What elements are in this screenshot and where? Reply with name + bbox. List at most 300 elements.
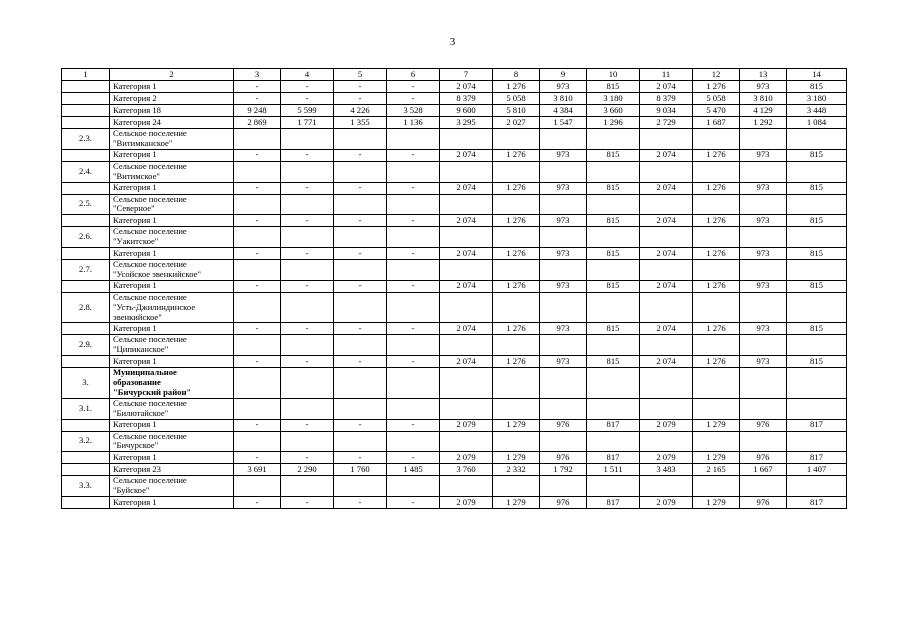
row-number (62, 117, 110, 129)
value-cell: 3 180 (587, 93, 640, 105)
value-cell: - (281, 323, 334, 335)
table-row (62, 335, 847, 356)
row-name: Категория 1 (110, 81, 234, 93)
row-name: Категория 23 (110, 464, 234, 476)
value-cell: 973 (740, 280, 787, 292)
value-cell: 815 (787, 182, 847, 194)
value-cell: 1 407 (787, 464, 847, 476)
value-cell (387, 129, 440, 150)
column-number: 2 (110, 69, 234, 81)
value-cell: 9 600 (440, 105, 493, 117)
value-cell (234, 368, 281, 399)
value-cell (334, 398, 387, 419)
value-cell (740, 476, 787, 497)
value-cell (587, 292, 640, 323)
value-cell: - (281, 356, 334, 368)
value-cell (387, 227, 440, 248)
value-cell: 815 (787, 149, 847, 161)
value-cell: 2 079 (440, 419, 493, 431)
value-cell (787, 292, 847, 323)
value-cell: 2 074 (640, 149, 693, 161)
column-number: 7 (440, 69, 493, 81)
value-cell (493, 194, 540, 215)
row-number: 2.3. (62, 129, 110, 150)
value-cell (493, 260, 540, 281)
value-cell (281, 129, 334, 150)
value-cell (440, 431, 493, 452)
row-number: 3. (62, 368, 110, 399)
row-number (62, 215, 110, 227)
row-name: Сельское поселение "Северное" (110, 194, 234, 215)
value-cell (693, 227, 740, 248)
row-number: 2.9. (62, 335, 110, 356)
value-cell (234, 398, 281, 419)
value-cell: - (234, 248, 281, 260)
value-cell: - (334, 452, 387, 464)
value-cell: 1 276 (693, 323, 740, 335)
row-name: Сельское поселение "Усойское эвенкийское" (110, 260, 234, 281)
value-cell: 3 760 (440, 464, 493, 476)
value-cell: - (334, 81, 387, 93)
value-cell (281, 368, 334, 399)
value-cell: 815 (787, 356, 847, 368)
value-cell (540, 161, 587, 182)
value-cell (234, 161, 281, 182)
value-cell: 1 276 (693, 215, 740, 227)
row-name: Сельское поселение "Билютайское" (110, 398, 234, 419)
value-cell: 1 276 (493, 149, 540, 161)
value-cell: 5 058 (693, 93, 740, 105)
value-cell (640, 368, 693, 399)
value-cell: 3 810 (540, 93, 587, 105)
table-row (62, 476, 847, 497)
column-number: 5 (334, 69, 387, 81)
value-cell: 5 599 (281, 105, 334, 117)
value-cell: 815 (587, 149, 640, 161)
value-cell: - (334, 419, 387, 431)
column-number: 11 (640, 69, 693, 81)
value-cell: - (234, 81, 281, 93)
value-cell: - (281, 419, 334, 431)
value-cell: 2 074 (440, 149, 493, 161)
value-cell: 1 792 (540, 464, 587, 476)
value-cell: 9 248 (234, 105, 281, 117)
row-name: Сельское поселение "Бичурское" (110, 431, 234, 452)
row-name: Категория 1 (110, 323, 234, 335)
value-cell (281, 431, 334, 452)
value-cell (740, 194, 787, 215)
value-cell (540, 431, 587, 452)
value-cell: 2 079 (640, 419, 693, 431)
value-cell: - (234, 497, 281, 509)
value-cell: - (334, 215, 387, 227)
value-cell: 3 528 (387, 105, 440, 117)
column-number: 14 (787, 69, 847, 81)
value-cell (540, 260, 587, 281)
value-cell: - (334, 93, 387, 105)
value-cell (493, 161, 540, 182)
column-number: 9 (540, 69, 587, 81)
value-cell: 1 276 (693, 248, 740, 260)
table-row (62, 161, 847, 182)
row-name: Сельское поселение "Витимканское" (110, 129, 234, 150)
value-cell (787, 227, 847, 248)
value-cell (693, 368, 740, 399)
value-cell (387, 335, 440, 356)
row-number (62, 149, 110, 161)
value-cell: 976 (740, 419, 787, 431)
value-cell (740, 292, 787, 323)
row-number (62, 497, 110, 509)
value-cell (440, 398, 493, 419)
value-cell: 2 074 (640, 323, 693, 335)
value-cell (787, 431, 847, 452)
value-cell: - (234, 182, 281, 194)
value-cell: 815 (787, 280, 847, 292)
value-cell: 2 074 (440, 215, 493, 227)
row-name: Категория 1 (110, 356, 234, 368)
value-cell (440, 227, 493, 248)
table-row (62, 431, 847, 452)
value-cell: 5 058 (493, 93, 540, 105)
value-cell: 973 (740, 182, 787, 194)
value-cell: - (334, 248, 387, 260)
value-cell: 817 (587, 497, 640, 509)
table-row (62, 497, 847, 509)
value-cell: 1 292 (740, 117, 787, 129)
value-cell: 815 (787, 248, 847, 260)
value-cell (787, 476, 847, 497)
value-cell (281, 335, 334, 356)
value-cell: 973 (540, 149, 587, 161)
value-cell (740, 260, 787, 281)
value-cell (281, 292, 334, 323)
value-cell (787, 368, 847, 399)
value-cell: 976 (740, 497, 787, 509)
value-cell (787, 335, 847, 356)
table-row (62, 368, 847, 399)
column-number: 8 (493, 69, 540, 81)
value-cell: 1 760 (334, 464, 387, 476)
value-cell (493, 227, 540, 248)
value-cell (334, 161, 387, 182)
column-number: 4 (281, 69, 334, 81)
row-number (62, 452, 110, 464)
table-row (62, 292, 847, 323)
value-cell: 2 079 (640, 452, 693, 464)
value-cell: 1 276 (493, 248, 540, 260)
value-cell: 2 074 (640, 280, 693, 292)
value-cell: - (387, 93, 440, 105)
value-cell (787, 260, 847, 281)
value-cell (587, 129, 640, 150)
value-cell (693, 292, 740, 323)
value-cell (493, 335, 540, 356)
value-cell: 815 (587, 356, 640, 368)
value-cell (587, 194, 640, 215)
value-cell: - (387, 452, 440, 464)
row-number: 2.6. (62, 227, 110, 248)
column-number: 1 (62, 69, 110, 81)
value-cell: 1 276 (693, 356, 740, 368)
value-cell (440, 161, 493, 182)
value-cell: 2 074 (440, 280, 493, 292)
value-cell: 815 (587, 81, 640, 93)
row-number (62, 81, 110, 93)
value-cell (740, 431, 787, 452)
value-cell (440, 335, 493, 356)
value-cell (334, 335, 387, 356)
value-cell: 815 (587, 280, 640, 292)
value-cell (440, 194, 493, 215)
value-cell: 815 (587, 215, 640, 227)
value-cell (640, 161, 693, 182)
value-cell: 2 074 (440, 323, 493, 335)
value-cell: 973 (540, 248, 587, 260)
value-cell (740, 335, 787, 356)
value-cell (387, 368, 440, 399)
column-number: 3 (234, 69, 281, 81)
value-cell: 973 (740, 323, 787, 335)
row-number: 2.4. (62, 161, 110, 182)
value-cell: 2 074 (440, 356, 493, 368)
value-cell: 8 379 (640, 93, 693, 105)
value-cell: - (234, 280, 281, 292)
value-cell (493, 476, 540, 497)
value-cell: 2 074 (640, 356, 693, 368)
row-number: 2.7. (62, 260, 110, 281)
value-cell: - (281, 452, 334, 464)
value-cell: 973 (540, 356, 587, 368)
value-cell (281, 161, 334, 182)
value-cell: - (334, 280, 387, 292)
value-cell (693, 398, 740, 419)
value-cell (787, 161, 847, 182)
value-cell (387, 292, 440, 323)
value-cell (493, 368, 540, 399)
row-name: Категория 24 (110, 117, 234, 129)
value-cell (334, 260, 387, 281)
row-number (62, 93, 110, 105)
value-cell: 5 470 (693, 105, 740, 117)
value-cell: - (334, 149, 387, 161)
value-cell: 815 (787, 215, 847, 227)
row-number: 2.8. (62, 292, 110, 323)
value-cell: 815 (587, 248, 640, 260)
column-number: 10 (587, 69, 640, 81)
value-cell: 2 079 (440, 452, 493, 464)
value-cell: - (387, 356, 440, 368)
value-cell: 973 (740, 248, 787, 260)
value-cell (640, 398, 693, 419)
value-cell: 1 279 (693, 419, 740, 431)
page-number: 3 (449, 36, 456, 48)
value-cell: - (387, 149, 440, 161)
value-cell (587, 335, 640, 356)
value-cell: - (281, 215, 334, 227)
value-cell: 817 (787, 419, 847, 431)
row-number (62, 182, 110, 194)
value-cell (640, 431, 693, 452)
value-cell (234, 431, 281, 452)
value-cell (740, 129, 787, 150)
value-cell: 1 276 (493, 182, 540, 194)
row-name: Сельское поселение "Буйское" (110, 476, 234, 497)
value-cell: 973 (740, 215, 787, 227)
value-cell (693, 161, 740, 182)
value-cell (740, 227, 787, 248)
row-name: Сельское поселение "Ципиканское" (110, 335, 234, 356)
value-cell: 1 276 (493, 280, 540, 292)
value-cell: 1 279 (493, 497, 540, 509)
value-cell: - (281, 280, 334, 292)
table-row (62, 182, 847, 194)
value-cell: 815 (787, 81, 847, 93)
value-cell: - (387, 323, 440, 335)
value-cell: - (334, 356, 387, 368)
value-cell: 817 (787, 497, 847, 509)
table-row (62, 105, 847, 117)
value-cell: 1 547 (540, 117, 587, 129)
table-row (62, 81, 847, 93)
value-cell: - (334, 497, 387, 509)
value-cell: 973 (540, 215, 587, 227)
table-row (62, 323, 847, 335)
value-cell: 3 483 (640, 464, 693, 476)
table-row (62, 215, 847, 227)
value-cell: - (234, 323, 281, 335)
value-cell: 2 869 (234, 117, 281, 129)
value-cell: 976 (540, 452, 587, 464)
value-cell (540, 335, 587, 356)
value-cell (640, 292, 693, 323)
value-cell: 1 276 (493, 81, 540, 93)
row-name: Сельское поселение "Уакитское" (110, 227, 234, 248)
value-cell: 973 (740, 149, 787, 161)
value-cell: 1 279 (493, 419, 540, 431)
value-cell: 1 667 (740, 464, 787, 476)
value-cell (281, 476, 334, 497)
value-cell (640, 194, 693, 215)
value-cell (640, 476, 693, 497)
value-cell: 3 448 (787, 105, 847, 117)
value-cell: 815 (587, 323, 640, 335)
table-header-row (62, 69, 847, 81)
value-cell: 1 771 (281, 117, 334, 129)
value-cell: 817 (787, 452, 847, 464)
value-cell (540, 292, 587, 323)
value-cell (387, 398, 440, 419)
row-name: Муниципальное образование "Бичурский район" (110, 368, 234, 399)
value-cell: 4 226 (334, 105, 387, 117)
row-number: 3.1. (62, 398, 110, 419)
value-cell: - (234, 149, 281, 161)
value-cell: 1 276 (693, 182, 740, 194)
value-cell (587, 260, 640, 281)
value-cell (540, 398, 587, 419)
value-cell: 3 810 (740, 93, 787, 105)
value-cell: 1 511 (587, 464, 640, 476)
value-cell (281, 260, 334, 281)
value-cell: 4 129 (740, 105, 787, 117)
row-name: Категория 1 (110, 215, 234, 227)
value-cell: - (387, 215, 440, 227)
value-cell: 2 079 (640, 497, 693, 509)
column-number: 12 (693, 69, 740, 81)
value-cell (281, 194, 334, 215)
value-cell (540, 476, 587, 497)
value-cell (440, 292, 493, 323)
value-cell (493, 129, 540, 150)
value-cell: - (334, 182, 387, 194)
value-cell: 2 074 (440, 182, 493, 194)
value-cell: 3 295 (440, 117, 493, 129)
value-cell (334, 431, 387, 452)
value-cell: 973 (540, 81, 587, 93)
value-cell (234, 129, 281, 150)
value-cell (740, 398, 787, 419)
value-cell: - (387, 497, 440, 509)
value-cell (693, 194, 740, 215)
value-cell (540, 227, 587, 248)
row-number: 3.2. (62, 431, 110, 452)
value-cell (640, 260, 693, 281)
value-cell: 1 279 (693, 497, 740, 509)
value-cell: 2 165 (693, 464, 740, 476)
row-name: Категория 1 (110, 419, 234, 431)
value-cell: 9 034 (640, 105, 693, 117)
row-name: Категория 1 (110, 497, 234, 509)
table-row (62, 280, 847, 292)
column-number: 6 (387, 69, 440, 81)
value-cell: 973 (740, 356, 787, 368)
row-number (62, 356, 110, 368)
value-cell (693, 129, 740, 150)
value-cell (234, 227, 281, 248)
value-cell (234, 476, 281, 497)
value-cell: 1 279 (493, 452, 540, 464)
value-cell: 2 074 (640, 215, 693, 227)
value-cell: 976 (540, 419, 587, 431)
value-cell (234, 292, 281, 323)
value-cell: 1 355 (334, 117, 387, 129)
value-cell (587, 398, 640, 419)
value-cell (387, 260, 440, 281)
table-row (62, 93, 847, 105)
value-cell (640, 335, 693, 356)
value-cell (334, 129, 387, 150)
value-cell (540, 194, 587, 215)
row-number (62, 105, 110, 117)
value-cell: - (234, 93, 281, 105)
row-number (62, 280, 110, 292)
value-cell: - (234, 419, 281, 431)
row-name: Категория 1 (110, 452, 234, 464)
value-cell: 1 687 (693, 117, 740, 129)
value-cell (440, 260, 493, 281)
value-cell: - (234, 452, 281, 464)
value-cell: 5 810 (493, 105, 540, 117)
value-cell (334, 194, 387, 215)
row-number: 2.5. (62, 194, 110, 215)
value-cell: - (281, 149, 334, 161)
value-cell: 2 027 (493, 117, 540, 129)
row-name: Категория 1 (110, 149, 234, 161)
value-cell: 3 180 (787, 93, 847, 105)
value-cell: - (387, 280, 440, 292)
value-cell (440, 129, 493, 150)
value-cell: - (234, 356, 281, 368)
